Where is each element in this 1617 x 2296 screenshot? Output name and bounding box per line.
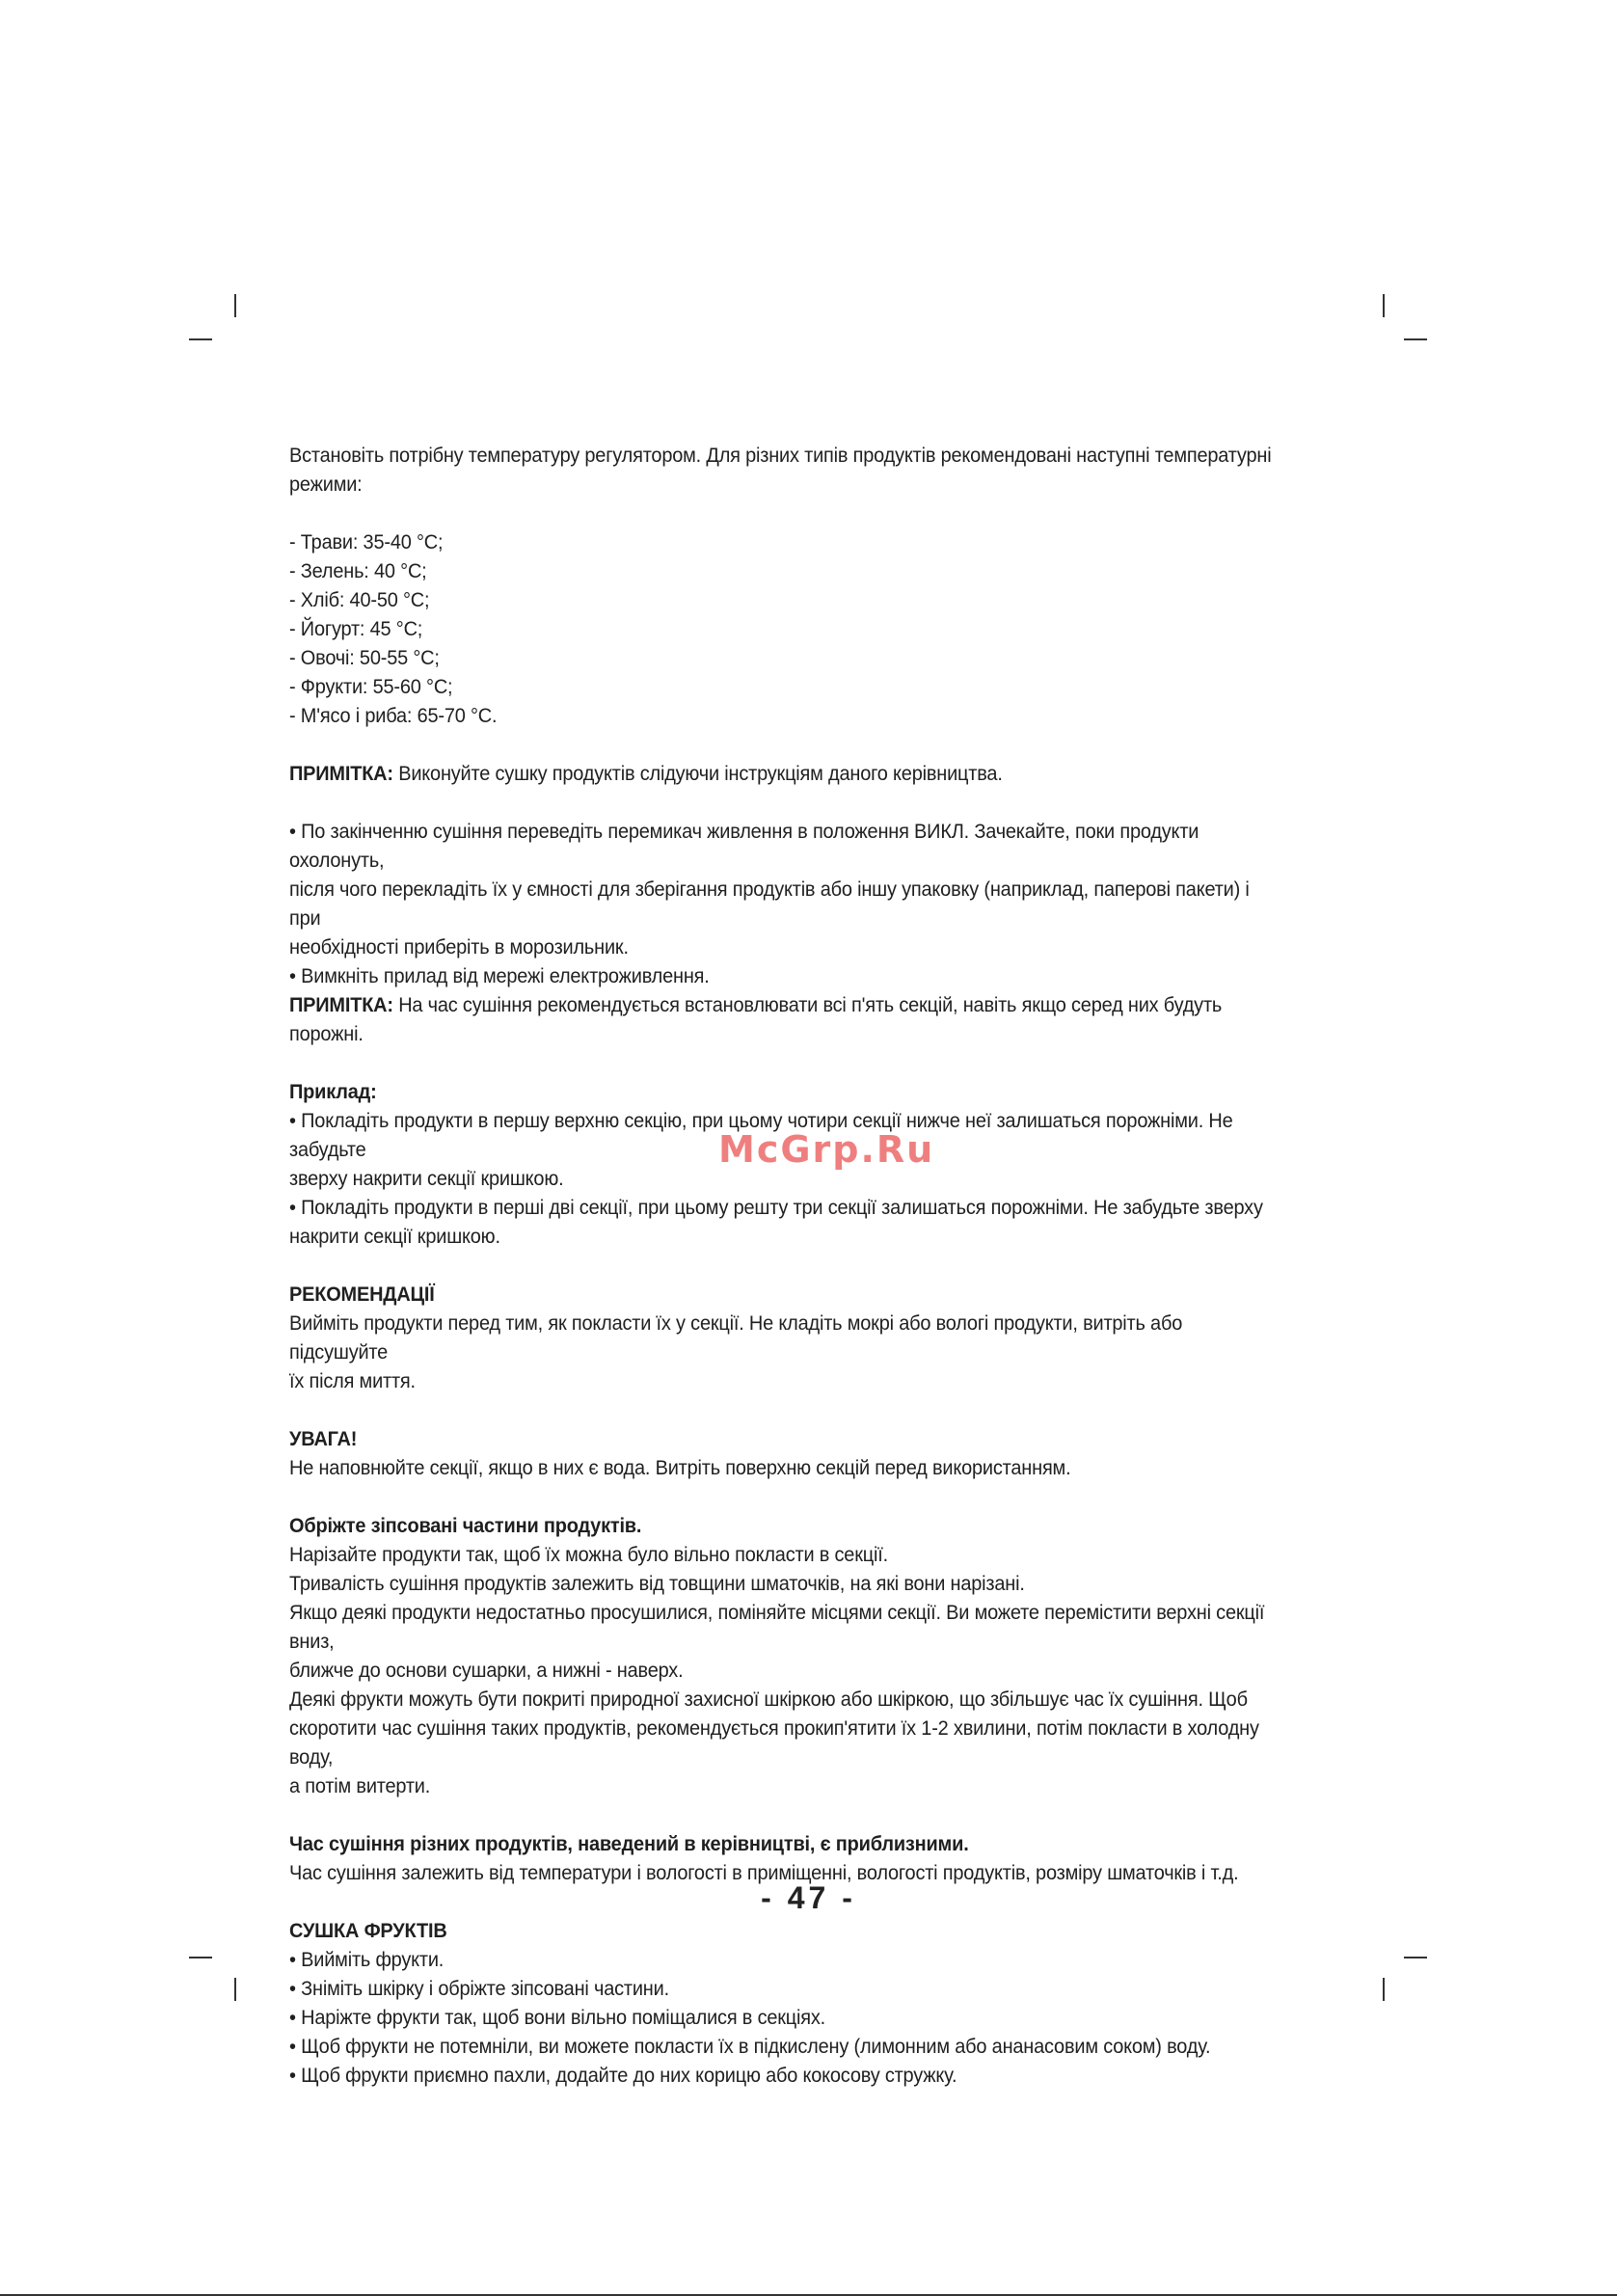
trim-line: ближче до основи сушарки, а нижні - наверх. [289,1660,684,1682]
watermark: McGrp.Ru [718,1128,935,1171]
drying-time-heading: Час сушіння різних продуктів, наведений в керівництві, є приблизними. [289,1833,969,1855]
example-line: зверху накрити секції кришкою. [289,1168,564,1190]
note-text: На час сушіння рекомендується встановлювати всі п'ять секцій, навіть якщо серед них будуть порожні. [289,994,1223,1045]
crop-mark-top-right-horizontal [1404,338,1427,340]
trim-line: Деякі фрукти можуть бути покриті природної захисної шкіркою або шкіркою, що збільшує час їх сушіння. Щоб [289,1688,1248,1711]
fruit-drying-item: • Наріжте фрукти так, щоб вони вільно поміщалися в секціях. [289,2007,826,2029]
temperature-item: - Йогурт: 45 °С; [289,618,423,640]
example-line: накрити секції кришкою. [289,1226,500,1248]
temperature-item: - Хліб: 40-50 °С; [289,589,430,611]
example-heading: Приклад: [289,1081,377,1103]
drying-time-line: Час сушіння залежить від температури і вологості в приміщенні, вологості продуктів, розміру шматочків і т.д. [289,1862,1239,1884]
example-line: • Покладіть продукти в перші дві секції, при цьому решту три секції залишаться порожніми. Не забудьте зверху [289,1197,1263,1219]
note-paragraph [289,991,1279,1049]
temperature-item: - Зелень: 40 °С; [289,560,427,582]
crop-mark-top-right-vertical [1383,294,1385,317]
temperature-item: - Фрукти: 55-60 °С; [289,676,453,698]
attention-heading: УВАГА! [289,1428,358,1450]
trim-line: скоротити час сушіння таких продуктів, рекомендується прокип'ятити їх 1-2 хвилини, потім покласти в холодну воду, [289,1717,1259,1769]
example-line: • Покладіть продукти в першу верхню секцію, при цьому чотири секції нижче неї залишаться порожніми. Не забудьте [289,1110,1233,1161]
after-drying-line: необхідності приберіть в морозильник. [289,936,629,959]
crop-mark-top-left-vertical [234,294,236,317]
recommendations-line: їх після миття. [289,1370,416,1392]
fruit-drying-item: • Вийміть фрукти. [289,1949,445,1971]
crop-mark-bottom-left-horizontal [189,1957,212,1958]
trim-heading: Обріжте зіпсовані частини продуктів. [289,1515,642,1537]
intro-line: Встановіть потрібну температуру регулятором. Для різних типів продуктів рекомендовані наступні температурні [289,445,1272,467]
note-text: Виконуйте сушку продуктів слідуючи інструкціям даного керівництва. [392,763,1003,785]
note-label: ПРИМІТКА: [289,763,393,785]
fruit-drying-item: • Щоб фрукти приємно пахли, додайте до них корицю або кокосову стружку. [289,2065,957,2087]
recommendations-line: Вийміть продукти перед тим, як покласти їх у секції. Не кладіть мокрі або вологі продукти, витріть або підсушуйте [289,1312,1183,1364]
attention-line: Не наповнюйте секції, якщо в них є вода. Витріть поверхню секцій перед використанням. [289,1457,1071,1479]
fruit-drying-heading: СУШКА ФРУКТІВ [289,1920,447,1942]
crop-mark-bottom-right-vertical [1383,1978,1385,2001]
note-paragraph [289,760,1279,789]
fruit-drying-item: • Зніміть шкірку і обріжте зіпсовані частини. [289,1978,669,2000]
after-drying-line: • Вимкніть прилад від мережі електроживлення. [289,965,710,987]
after-drying-line: • По закінченню сушіння переведіть перемикач живлення в положення ВИКЛ. Зачекайте, поки продукти охолонуть, [289,821,1199,872]
temperature-list [289,528,1279,731]
trim-line: Тривалість сушіння продуктів залежить від товщини шматочків, на які вони нарізані. [289,1573,1025,1595]
crop-mark-bottom-left-vertical [234,1978,236,2001]
trim-line: Якщо деякі продукти недостатньо просушилися, поміняйте місцями секції. Ви можете перемістити верхні секції вниз, [289,1602,1265,1653]
crop-mark-top-left-horizontal [189,338,212,340]
recommendations-heading: РЕКОМЕНДАЦІЇ [289,1283,435,1306]
temperature-item: - Трави: 35-40 °С; [289,531,444,554]
fruit-drying-item: • Щоб фрукти не потемніли, ви можете покласти їх в підкислену (лимонним або ананасовим соком) воду. [289,2036,1211,2058]
document-body [289,442,1279,2091]
crop-mark-bottom-right-horizontal [1404,1957,1427,1958]
temperature-item: - М'ясо і риба: 65-70 °С. [289,705,498,727]
after-drying-line: після чого перекладіть їх у ємності для зберігання продуктів або іншу упаковку (наприклад, паперові пакети) і при [289,878,1250,930]
page-number: - 47 - [761,1880,856,1915]
intro-line: режими: [289,473,363,496]
trim-line: а потім витерти. [289,1775,431,1797]
trim-line: Нарізайте продукти так, щоб їх можна було вільно покласти в секції. [289,1544,888,1566]
note-label: ПРИМІТКА: [289,994,393,1016]
temperature-item: - Овочі: 50-55 °С; [289,647,440,669]
